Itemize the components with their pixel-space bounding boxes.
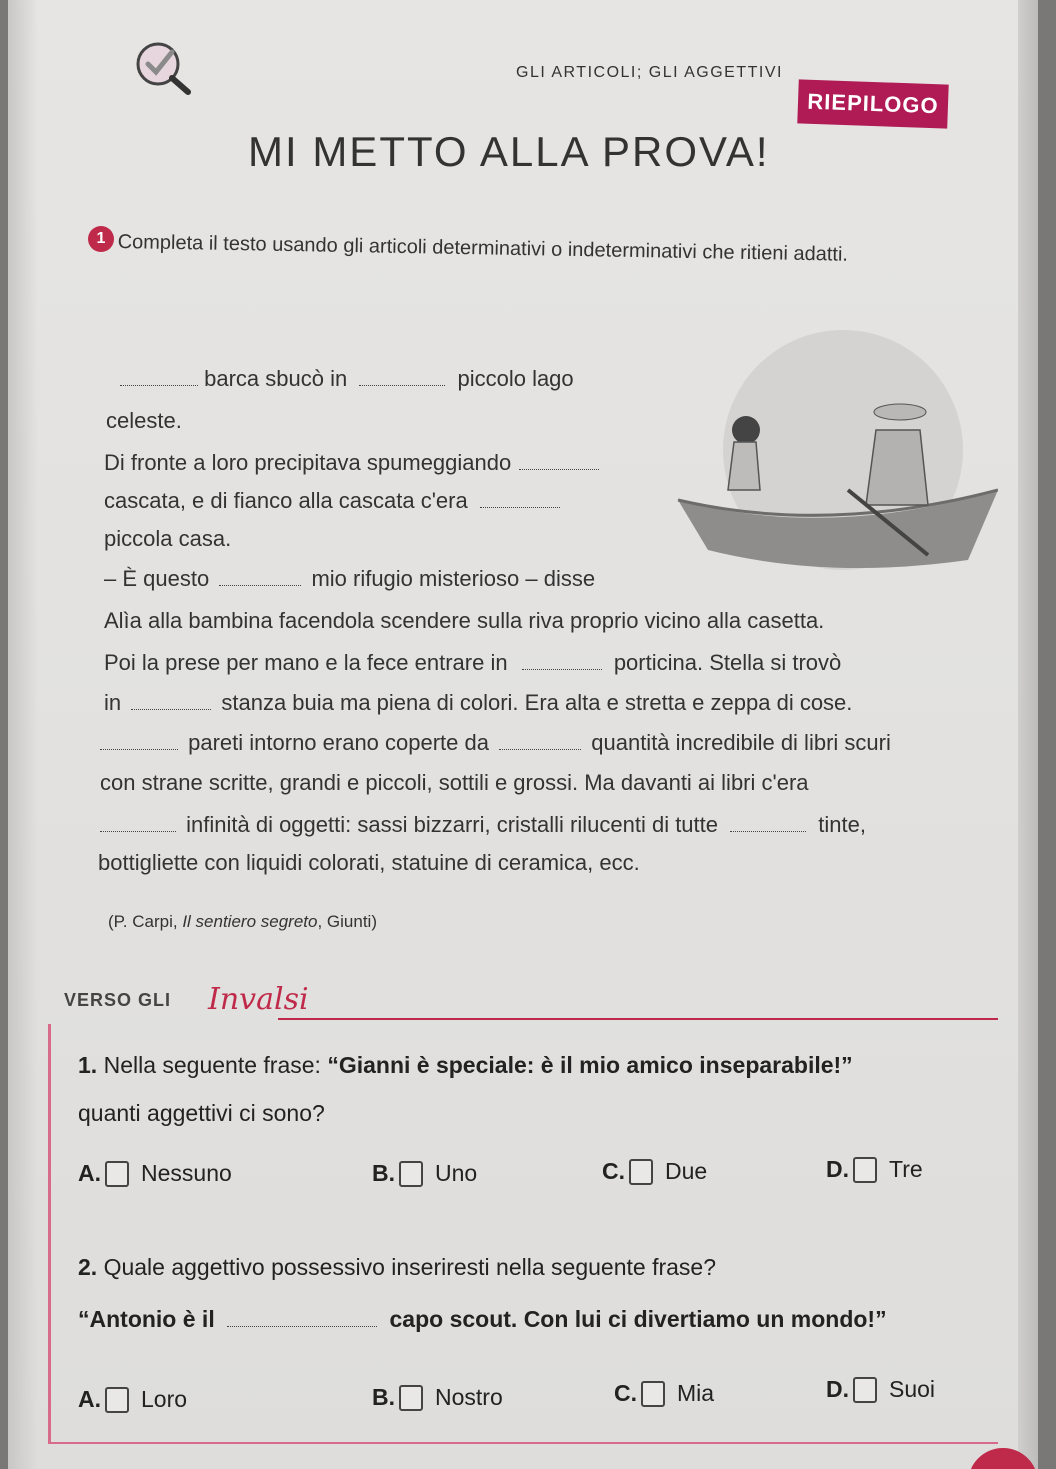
q1-option-c[interactable]: C. Due [602,1158,708,1184]
checkbox[interactable] [105,1161,129,1187]
story-line: con strane scritte, grandi e piccoli, sottili e grossi. Ma davanti ai libri c'era [100,770,809,795]
topic-label: GLI ARTICOLI; GLI AGGETTIVI [516,64,783,81]
blank-field[interactable] [480,507,560,508]
exercise-number-badge: 1 [88,226,114,252]
q1-option-b[interactable]: B. Uno [372,1160,478,1186]
question-1-text: 1. Nella seguente frase: “Gianni è speciale: è il mio amico inseparabile!” [78,1052,853,1078]
story-line: Di fronte a loro precipitava spumeggiando [104,450,599,476]
story-line: Alìa alla bambina facendola scendere sulla riva proprio vicino alla casetta. [104,608,825,633]
checkbox[interactable] [853,1157,877,1183]
invalsi-script-title: Invalsi [208,982,309,1017]
page-gutter-shadow [8,0,38,1469]
invalsi-section-label: VERSO GLI [64,990,172,1010]
book-page [8,0,1038,1469]
magnifier-check-icon [128,38,198,98]
q1-option-d[interactable]: D. Tre [826,1156,923,1182]
riepilogo-badge: RIEPILOGO [797,79,948,128]
question-1-subtext: quanti aggettivi ci sono? [78,1100,325,1126]
question-2-text: 2. Quale aggettivo possessivo inseriresti nella seguente frase? [78,1254,716,1280]
story-line: infinità di oggetti: sassi bizzarri, cristalli rilucenti di tutte tinte, [100,812,866,838]
story-line: bottigliette con liquidi colorati, statuine di ceramica, ecc. [98,850,640,875]
story-line: in stanza buia ma piena di colori. Era alta e stretta e zeppa di cose. [104,690,853,715]
story-line: barca sbucò in piccolo lago [120,366,574,392]
page-title: MI METTO ALLA PROVA! [248,128,770,175]
blank-field[interactable] [227,1326,377,1327]
blank-field[interactable] [100,749,178,750]
story-line: cascata, e di fianco alla cascata c'era [104,488,560,514]
blank-field[interactable] [100,831,176,832]
q1-option-a[interactable]: A. Nessuno [78,1160,232,1186]
story-line: pareti intorno erano coperte da quantità incredibile di libri scuri [100,730,891,756]
question-2-sentence: “Antonio è il capo scout. Con lui ci divertiamo un mondo!” [78,1306,887,1332]
page-edge [1018,0,1038,1469]
blank-field[interactable] [522,669,602,670]
q2-option-a[interactable]: A. Loro [78,1386,188,1412]
checkbox[interactable] [105,1387,129,1413]
section-divider [278,1018,998,1020]
checkbox[interactable] [399,1385,423,1411]
q2-option-b[interactable]: B. Nostro [372,1384,503,1410]
blank-field[interactable] [359,385,445,386]
blank-field[interactable] [131,709,211,710]
q2-option-c[interactable]: C. Mia [614,1380,715,1406]
blank-field[interactable] [120,385,198,386]
q2-option-d[interactable]: D. Suoi [826,1376,936,1402]
checkbox[interactable] [641,1381,665,1407]
story-line: – È questo mio rifugio misterioso – disse [104,566,596,591]
checkbox[interactable] [853,1377,877,1403]
blank-field[interactable] [219,585,301,586]
blank-field[interactable] [730,831,806,832]
exercise-instruction: Completa il testo usando gli articoli determinativi o indeterminativi che ritieni adatti. [117,230,849,266]
story-line: celeste. [106,408,182,433]
checkbox[interactable] [399,1161,423,1187]
source-citation: (P. Carpi, Il sentiero segreto, Giunti) [108,912,377,931]
story-line: Poi la prese per mano e la fece entrare in porticina. Stella si trovò [104,650,842,675]
blank-field[interactable] [499,749,581,750]
checkbox[interactable] [629,1159,653,1185]
blank-field[interactable] [519,469,599,470]
story-line: piccola casa. [104,526,232,551]
boat-illustration [668,330,998,590]
